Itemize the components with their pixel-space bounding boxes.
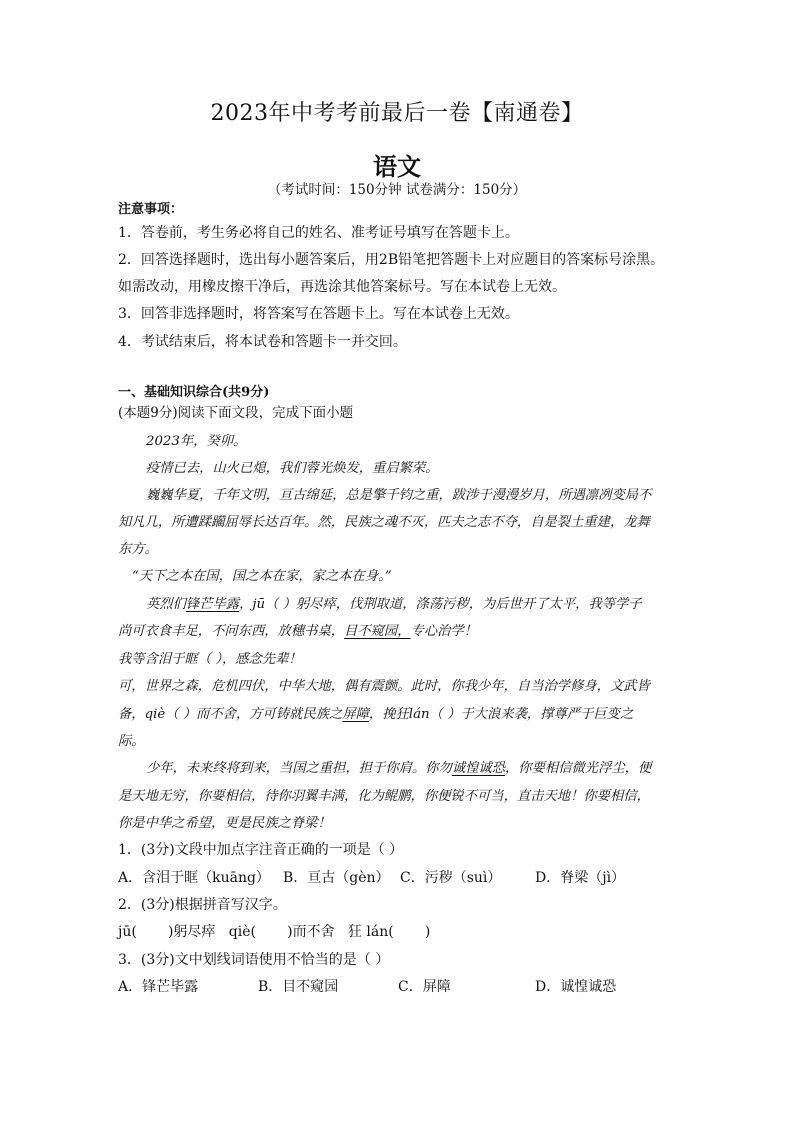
answer-option-d: D．脊梁（jì） (535, 870, 626, 886)
passage-line (118, 703, 633, 722)
answer-option-c: C．屏障 (398, 979, 451, 995)
passage-line: 际。 (118, 734, 145, 749)
answer-option-b: B．目不窥园 (258, 979, 339, 995)
notes-heading: 注意事项： (118, 202, 184, 217)
underlined-term: 屏障 (342, 707, 369, 722)
subject-title: 语文 (373, 153, 421, 181)
section-heading: 一、基础知识综合(共9分) (118, 385, 270, 400)
passage-text: ，jū（ ）躬尽瘁，伐荆取道，涤荡污秽，为后世开了太平，我等学子 (239, 597, 642, 612)
exam-info: （考试时间：150分钟 试卷满分：150分） (267, 182, 527, 198)
passage-line: 2023年，癸卯。 (146, 434, 247, 449)
passage-line: 东方。 (118, 542, 158, 557)
question-stem: 1．(3分)文段中加点字注音正确的一项是（ ） (118, 842, 404, 858)
passage-text: ，挽狂lán（ ）于大浪来袭，撑尊严于巨变之 (368, 707, 634, 722)
note-item: 4．考试结束后，将本试卷和答题卡一并交回。 (118, 334, 407, 350)
answer-option-b: B．亘古（gèn） (283, 870, 390, 886)
underlined-term: 锋芒毕露 (185, 597, 240, 612)
passage-line (146, 593, 642, 612)
passage-line: 可，世界之森，危机四伏，中华大地，偶有震颤。此时，你我少年，自当治学修身，文武皆 (118, 679, 650, 694)
passage-text: 尚可衣食丰足，不问东西，放穗书桌， (118, 624, 345, 639)
note-item: 2．回答选择题时，选出每小题答案后，用2B铅笔把答题卡上对应题目的答案标号涂黑。 (118, 252, 665, 268)
passage-text: 英烈们 (146, 597, 186, 612)
exam-title: 2023年中考考前最后一卷【南通卷】 (210, 101, 584, 126)
passage-line (146, 757, 651, 776)
passage-text: 少年，未来终将到来，当国之重担，担于你肩。你勿 (146, 761, 452, 776)
note-item: 如需改动，用橡皮擦干净后，再选涂其他答案标号。写在本试卷上无效。 (118, 279, 566, 295)
note-item: 1．答卷前，考生务必将自己的姓名、准考证号填写在答题卡上。 (118, 225, 519, 241)
passage-text: ，你要相信微光浮尘，便 (505, 761, 652, 776)
passage-line (118, 620, 477, 639)
passage-line: 你是中华之希望，更是民族之脊梁！ (118, 816, 331, 831)
section-instruction: (本题9分)阅读下面文段，完成下面小题 (118, 405, 354, 421)
passage-line: 我等含泪于眶（ ），感念先辈！ (118, 652, 302, 667)
question-stem: 2．(3分)根据拼音写汉字。 (118, 897, 287, 913)
passage-text: 专心治学！ (410, 624, 478, 639)
passage-line: 知凡几，所遭蹂躏屈辱长达百年。然，民族之魂不灭，匹夫之志不夺，自是裂土重建，龙舞 (118, 515, 650, 530)
passage-text: 备，qiè（ ）而不舍，方可铸就民族之 (118, 707, 343, 722)
passage-line: 疫情已去，山火已熄，我们蓉光焕发，重启繁荣。 (146, 461, 439, 476)
passage-line: “天下之本在国，国之本在家，家之本在身。” (132, 569, 392, 584)
underlined-term: 目不窥园， (344, 624, 411, 639)
underlined-term: 诚惶诚恐 (451, 761, 506, 776)
passage-line: 是天地无穷，你要相信，待你羽翼丰满，化为鲲鹏，你便锐不可当，直击天地！你要相信， (118, 789, 650, 804)
pinyin-fill-line: jū( )躬尽瘁 qiè( )而不舍 狂 lán( ) (118, 924, 431, 940)
answer-option-d: D．诚惶诚恐 (535, 979, 617, 995)
answer-option-a: A．含泪于眶（kuāng） (118, 870, 270, 886)
question-stem: 3．(3分)文中划线词语使用不恰当的是（ ） (118, 952, 390, 968)
answer-option-c: C．污秽（suì） (400, 870, 502, 886)
passage-line: 巍巍华夏，千年文明，亘古绵延，总是擎千钧之重，跋涉于漫漫岁月，所遇凛冽变局不 (146, 488, 652, 503)
note-item: 3．回答非选择题时，将答案写在答题卡上。写在本试卷上无效。 (118, 306, 519, 322)
answer-option-a: A．锋芒毕露 (118, 979, 199, 995)
